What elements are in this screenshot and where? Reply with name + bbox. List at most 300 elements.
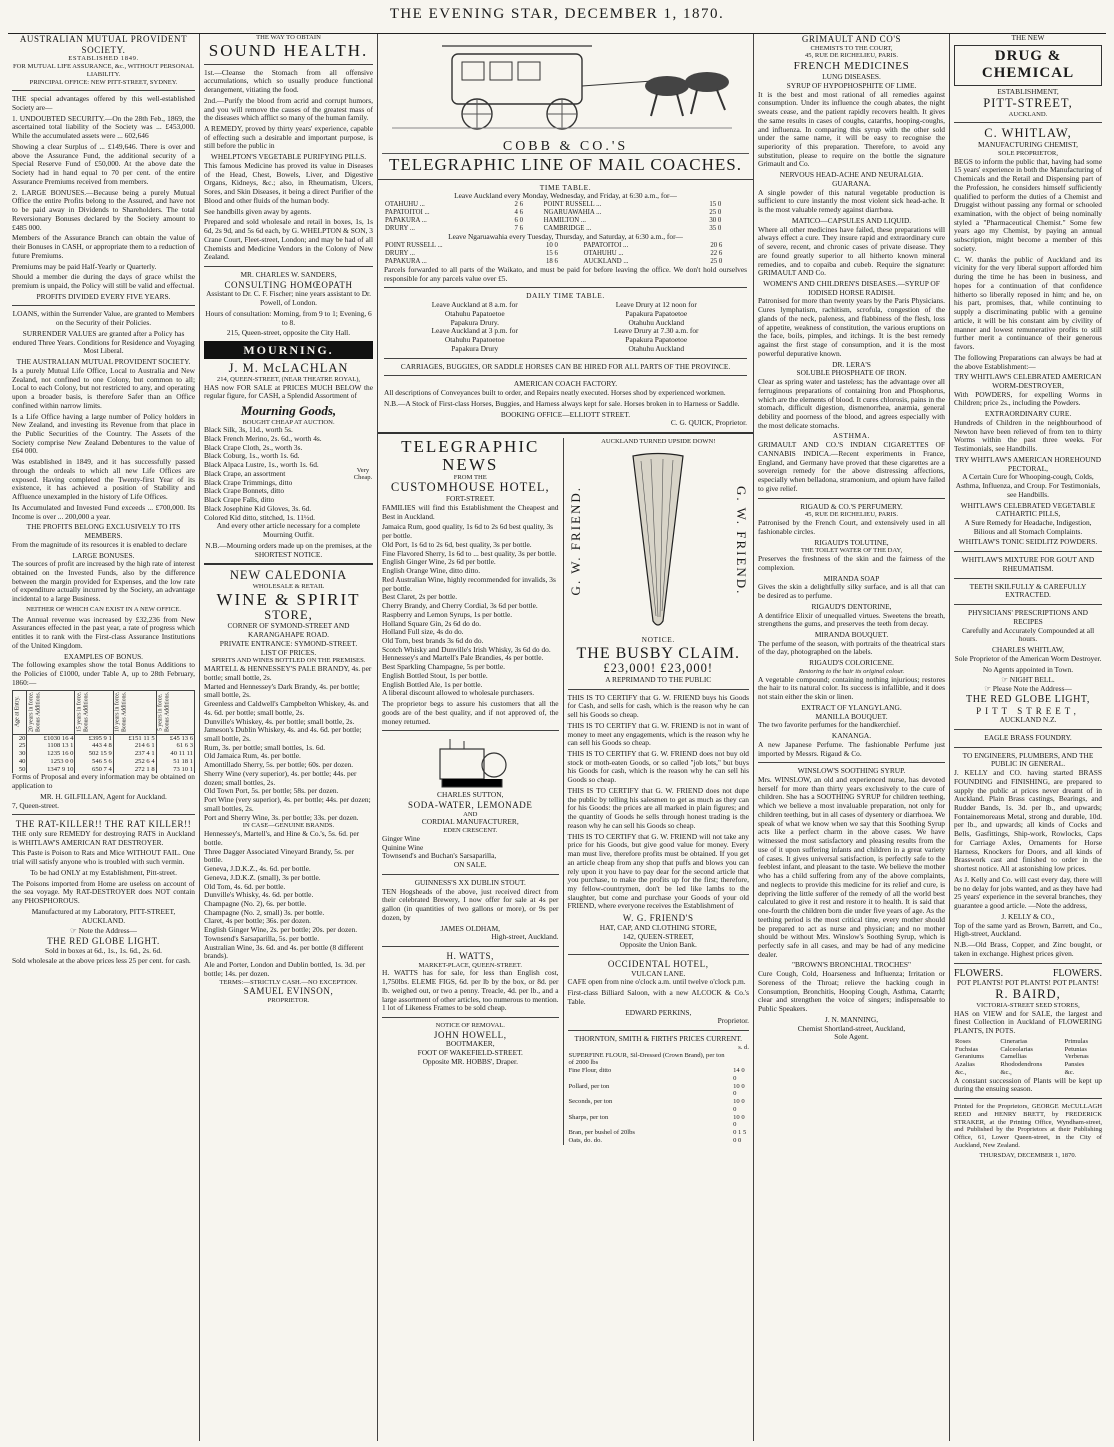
mcl-item: Black Coburg, 1s., worth 1s. 6d. bbox=[204, 451, 300, 461]
p3: The following Preparations can always be had at the above Establishment:— bbox=[954, 352, 1102, 371]
nc-item: Dunville's Whiskey, 4s. per bottle; small bottle, 2s. bbox=[204, 716, 355, 726]
kelly-p3: Top of the same yard as Brown, Barrett, and Co., High-street, Auckland. bbox=[954, 920, 1102, 939]
tt-leave1: Leave Auckland every Monday, Wednesday, and Friday, at 6:30 a.m., for— bbox=[454, 191, 677, 201]
nc-store: STORE, bbox=[264, 607, 313, 622]
amp-p16: NEITHER OF WHICH CAN EXIST IN A NEW OFFICE. bbox=[26, 605, 181, 613]
cure-title: EXTRAORDINARY CURE. bbox=[984, 409, 1072, 419]
bonus-row-cell: £45 13 6 bbox=[156, 734, 194, 742]
tt-title: TIME TABLE. bbox=[539, 182, 592, 192]
tt-row-cell: POINT RUSSELL ... bbox=[543, 201, 602, 209]
nc-item: Port Wine (very superior), 4s. per bottle; 44s. per dozen; small bottles, 2s. bbox=[204, 795, 371, 813]
bonus-header: 10 years in force. Bonus Additions. bbox=[113, 690, 156, 734]
nc-item: Greenless and Caldwell's Campbelton Whiskey, 4s. and 4s. 6d. per bottle; small bottle, 2s. bbox=[204, 699, 369, 717]
divider bbox=[382, 874, 559, 875]
column-2 bbox=[200, 34, 378, 1441]
nc-case-item: Geneva, J.D.K.Z. (small), 3s per bottle. bbox=[204, 872, 321, 882]
plants-row bbox=[954, 1038, 1102, 1046]
column-1 bbox=[8, 34, 200, 1441]
thornton-row bbox=[568, 1098, 750, 1114]
tt-table-2 bbox=[384, 242, 747, 266]
guin-addr: High-street, Auckland. bbox=[491, 932, 559, 942]
cw2: CHARLES WHITLAW, bbox=[991, 645, 1065, 655]
brown-title: "BROWN'S BRONCHIAL TROCHES" bbox=[791, 960, 912, 970]
timetable bbox=[378, 184, 753, 428]
nc-item: Port and Sherry Wine, 3s. per bottle; 33s. per dozen. bbox=[204, 812, 359, 822]
plants-row-cell: Calceolarias bbox=[1000, 1045, 1033, 1053]
bonus-row-cell: 73 10 1 bbox=[156, 766, 194, 774]
p2: C. W. thanks the public of Auckland and its vicinity for the very liberal support afforded him during the time he has been in business, and hopes for a continuation of that confidence hitherto so liberally reposed in him; and he, on his part, promises, that, while continuing to supply a discriminating public with a genuine article, it will be his constant aim by civility of manner and lowest remunerative profits to still further merit a continuance of their generous favors. bbox=[954, 254, 1102, 352]
bonus-row-cell: 1347 9 10 bbox=[27, 766, 75, 774]
divider bbox=[568, 689, 750, 690]
amp-p10: Is a purely Mutual Life Office, Local to Australia and New Zealand, not confined to one Colony, but common to all; Local to each Colony, but not restricted to any, and operating upon a broader basis, is therefore Safer than an Office confined within narrow limits. bbox=[12, 365, 195, 410]
amp-p1: THE special advantages offered by this well-established Society are— bbox=[12, 94, 195, 113]
tn-from: FROM THE bbox=[453, 473, 487, 481]
thornton-row-cell: Fine Flour, ditto bbox=[568, 1067, 612, 1075]
col3-lower bbox=[378, 438, 753, 1145]
plants-row bbox=[954, 1053, 1102, 1061]
veg-p: A Sure Remedy for Headache, Indigestion, Bilious and all Stomach Complaints. bbox=[964, 517, 1092, 536]
sh-title: SOUND HEALTH. bbox=[208, 40, 369, 60]
dt-right-line: Papakura Papatoetoe bbox=[625, 308, 688, 318]
mcl-p1: HAS now FOR SALE at PRICES MUCH BELOW the regular figure, for CASH, a Splendid Assortment of bbox=[204, 382, 373, 401]
hom-p3: 215, Queen-street, opposite the City Hall. bbox=[226, 328, 351, 338]
asthma: ASTHMA. bbox=[832, 431, 871, 441]
hom-name: MR. CHARLES W. SANDERS, bbox=[240, 270, 337, 280]
dt-left bbox=[384, 301, 566, 353]
amp-p3: Showing a clear Surplus of ... £149,646. There is over and above the Assurance Fund, the additional security of a Special Reserve Fund of £50,000. At the above date the Society had in hand equal to 70 per cent. of the entire Assurance Premiums received from members. bbox=[12, 141, 195, 186]
howell-name: JOHN HOWELL, bbox=[433, 1029, 507, 1040]
tt-row-cell: PAPAKURA ... bbox=[385, 217, 427, 225]
pointing-hand-icon: ☞ bbox=[984, 684, 991, 693]
lera-sub: SOLUBLE PHOSPHATE OF IRON. bbox=[796, 368, 907, 378]
tt-row bbox=[384, 242, 747, 250]
globe: THE RED GLOBE LIGHT, bbox=[965, 693, 1091, 705]
agents: No Agents appointed in Town. bbox=[982, 664, 1074, 674]
bonus-row bbox=[13, 734, 195, 742]
worm-title: TRY WHITLAW'S CELEBRATED AMERICAN WORM-DESTROYER, bbox=[954, 372, 1102, 390]
amp-h3: THE PROFITS BELONG EXCLUSIVELY TO ITS MEMBERS. bbox=[26, 522, 181, 541]
bonus-header: Age at Entry. bbox=[13, 690, 27, 734]
thornton-table bbox=[568, 1052, 750, 1145]
certify-list bbox=[568, 694, 750, 912]
tt-row-cell: 20 6 bbox=[710, 241, 723, 249]
tt-row-cell: 22 6 bbox=[710, 249, 723, 257]
coach-engraving-icon bbox=[382, 36, 742, 136]
bonus-row-cell: 546 5 6 bbox=[75, 758, 113, 766]
plants-row-cell: Cinerarias bbox=[1000, 1037, 1028, 1045]
amp-p7: Should a member die during the days of grace whilst the premium is unpaid, the Policy will still be valid and effectual. bbox=[12, 272, 195, 290]
tt-row-cell: 30 0 bbox=[709, 217, 722, 225]
sh-p2: 2nd.—Purify the blood from acrid and corrupt humors, and you will remove the causes of the greatest mass of the diseases which afflict so many of the human family. bbox=[204, 95, 373, 123]
dento: RIGAUD'S DENTORINE, bbox=[811, 601, 892, 611]
amp-est: ESTABLISHED 1849. bbox=[68, 55, 139, 63]
tt-row-cell: 15 6 bbox=[546, 249, 558, 257]
women-title: WOMEN'S AND CHILDREN'S DISEASES.—SYRUP OF IODISED HORSE RADISH. bbox=[763, 279, 940, 297]
nc-case-item: Champagne (No. 2, small) 3s. per bottle. bbox=[204, 907, 325, 917]
manning-addr: Chemist Shortland-street, Auckland, bbox=[797, 1023, 906, 1033]
nc-case: IN CASE—GENUINE BRANDS. bbox=[242, 822, 335, 830]
rat-p8: Sold in boxes at 6d., 1s., 1s. 6d., 2s. 6d. bbox=[44, 945, 163, 955]
auckland-upside: AUCKLAND TURNED UPSIDE DOWN! bbox=[601, 438, 716, 446]
sh-small: THE WAY TO OBTAIN bbox=[256, 34, 321, 41]
thornton-row-cell: Pollard, per ton bbox=[568, 1082, 610, 1090]
bonus-body bbox=[13, 734, 195, 773]
new: THE NEW bbox=[1011, 34, 1045, 42]
bonus-row-cell: 1108 13 1 bbox=[27, 742, 75, 750]
grim-title: GRIMAULT AND CO'S bbox=[801, 34, 902, 44]
amp-h5: EXAMPLES OF BONUS. bbox=[63, 651, 144, 661]
thornton-row-cell: Bran, per bushel of 20lbs bbox=[568, 1129, 635, 1137]
presc-p: Carefully and Accurately Compounded at all hours. bbox=[961, 625, 1095, 644]
sh-p5: See handbills given away by agents. bbox=[204, 206, 312, 216]
sutton-item: Quinine Wine bbox=[382, 842, 424, 852]
tt-row bbox=[384, 209, 747, 217]
dt-right-line: Papakura Papatoetoe bbox=[625, 335, 688, 345]
rat-p3: To be had ONLY at my Establishment, Pitt-street. bbox=[30, 867, 177, 877]
manning-sole: Sole Agent. bbox=[834, 1032, 869, 1042]
hom-p1: Assistant to Dr. C. F. Fischer; nine years assistant to Dr. Powell, of London. bbox=[206, 289, 371, 308]
divider bbox=[204, 266, 373, 267]
divider bbox=[378, 432, 753, 434]
tt-row-cell: NGARUAWAHIA ... bbox=[543, 209, 602, 217]
removal: NOTICE OF REMOVAL. bbox=[435, 1022, 505, 1030]
cure-p: Hundreds of Children in the neighbourhood of Newton have been relieved of from ten to thirty Worms within the past three weeks. For Testimonials, see Handbills. bbox=[954, 417, 1102, 454]
upside-illustration bbox=[568, 446, 750, 636]
plants-row-cell: &c., bbox=[955, 1068, 967, 1076]
kelly-nb: N.B.—Old Brass, Copper, and Zinc bought, or taken in exchange. Highest prices given. bbox=[954, 940, 1102, 958]
nc-list: LIST OF PRICES. bbox=[260, 647, 317, 657]
sutton-place: EDEN CRESCENT. bbox=[443, 827, 498, 835]
sole: SOLE PROPRIETOR, bbox=[998, 149, 1058, 157]
bouquet-p: The perfume of the season, with portraits of the theatrical stars of the day, photographed on the labels. bbox=[758, 638, 945, 657]
howell-opp: Opposite MR. HOBBS', Draper. bbox=[422, 1056, 518, 1066]
dt-left-line: Otahuhu Papatoetoe bbox=[444, 308, 505, 318]
nc-terms: TERMS:—STRICTLY CASH.—NO EXCEPTION. bbox=[219, 978, 358, 986]
tn-item: Fine Flavored Sherry, 1s 6d to ... best quality, 3s per bottle. bbox=[382, 548, 557, 558]
bonus-row-cell: 650 7 4 bbox=[75, 766, 113, 774]
winslow-title: WINSLOW'S SOOTHING SYRUP. bbox=[797, 766, 906, 776]
guin-title: GUINNESS'S XX DUBLIN STOUT. bbox=[414, 877, 526, 887]
tt-row-cell: PAPATOITOI ... bbox=[385, 209, 430, 217]
nc-owner: SAMUEL EVINSON, bbox=[243, 986, 334, 997]
thornton-row-cell bbox=[732, 1052, 749, 1068]
bonus-row-cell: 237 4 1 bbox=[113, 750, 156, 758]
rigaud-p1: Patronised by the French Court, and extensively used in all fashionable circles. bbox=[758, 518, 945, 536]
matico-title: MATICO—CAPSULES AND LIQUID. bbox=[791, 215, 912, 225]
amp-h2: THE AUSTRALIAN MUTUAL PROVIDENT SOCIETY. bbox=[16, 357, 191, 367]
tolutine-p1: Preserves the freshness of the skin and the fairness of the complexion. bbox=[758, 554, 945, 572]
gout: WHITLAW'S MIXTURE FOR GOUT AND RHEUMATISM. bbox=[961, 555, 1095, 573]
mcl-item: Black Crape Bonnets, ditto bbox=[204, 486, 285, 496]
divider bbox=[758, 498, 945, 499]
dt-right-line: Otahuhu Auckland bbox=[628, 343, 685, 353]
bonus-row bbox=[13, 742, 195, 750]
plants-row-cell: Rhododendrons bbox=[1000, 1061, 1043, 1069]
sutton-cordial: CORDIAL MANUFACTURER, bbox=[421, 817, 519, 827]
pointing-hand-icon: ☞ bbox=[70, 926, 77, 936]
guin-name: JAMES OLDHAM, bbox=[440, 923, 501, 933]
pot: POT PLANTS! POT PLANTS! POT PLANTS! bbox=[957, 978, 1099, 988]
nerv-title: NERVOUS HEAD-ACHE AND NEURALGIA. bbox=[779, 170, 924, 180]
upside-down-cone-icon bbox=[623, 451, 693, 631]
rat-title: THE RAT-KILLER!! THE RAT KILLER!! bbox=[15, 819, 192, 830]
plants-row bbox=[954, 1061, 1102, 1069]
gw-name: W. G. FRIEND'S bbox=[622, 913, 694, 924]
dt-left-line: Otahuhu Papatoetoe bbox=[444, 335, 505, 345]
dt-left-line: Leave Auckland at 8 a.m. for bbox=[431, 300, 518, 310]
nc-title: NEW CALEDONIA bbox=[229, 568, 348, 583]
nc-item: MARTELL & HENNESSEY'S PALE BRANDY, 4s. per bottle; small bottle, 2s. bbox=[204, 664, 372, 682]
tn-item: English Bottled Ale, 1s per bottle. bbox=[382, 679, 483, 689]
kelly-p: J. KELLY and CO. having started BRASS FOUNDING and FINISHING, are prepared to supply the public at prices never dreamt of in Auckland. Plain Brass castings, Bearings, and Rudder Bands, 1s. 3d. per lb., and upwards; Fontainemoreaus Metal, strong and durable, 10d. per lb., and upwards; all kinds of Cocks and Bells, Gasfittings, Ship-work, Rowlocks, Caps for Carriage Axles, Ornaments for Horse Harness, Knockers for Doors, and all kinds of Brasswork cast and finished to order in the shortest notice. All at astonishing low prices. bbox=[954, 768, 1102, 874]
sh-p4: This famous Medicine has proved its value in Diseases of the Head, Chest, Bowels, Liver, and Digestive Organs, Kidneys, &c.; also, in Rheumatism, Ulcers, Sores, and Skin Diseases, it being a direct Purifier of the Blood and other fluids of the human body. bbox=[204, 160, 373, 205]
sutton-items bbox=[382, 835, 559, 861]
plants-row-cell: Verbenas bbox=[1064, 1053, 1089, 1061]
busby: THE BUSBY CLAIM. bbox=[576, 644, 740, 662]
bonus-header: 20 years in force. Bonus Additions. bbox=[27, 690, 75, 734]
col3-left bbox=[378, 438, 564, 1145]
nc-case-item: English Ginger Wine, 2s. per bottle; 20s. per dozen. bbox=[204, 925, 358, 935]
quick: C. G. QUICK, Proprietor. bbox=[670, 418, 747, 428]
lera-p1: Clear as spring water and tasteless; has the advantage over all ferruginous preparations of containing Iron and Phosphorus, which are the elements of blood. It cures chlorosis, pains in the stomach, difficult digestion, dismenorrhea, anæmia, general debility and poorness of the blood, and agrees especially with the most delicate stomachs. bbox=[758, 377, 945, 430]
divider bbox=[382, 1017, 559, 1018]
matico-p1: Where all other medicines have failed, these preparations will always effect a cure. They insure rapid and extraordinary cure of severe, recent, and chronic cases of private disease. They are found greatly superior to all hitherto known mineral remedies, and to copaiba and cubeb. Require the signature: GRIMAULT AND Co. bbox=[758, 224, 945, 278]
notice: NOTICE. bbox=[641, 634, 675, 644]
howell-trade: BOOTMAKER, bbox=[445, 1039, 495, 1049]
pitt: PITT-STREET, bbox=[983, 95, 1073, 110]
mcl-items bbox=[204, 426, 353, 522]
watts-p1: H. WATTS has for sale, for less than English cost, 1,750lbs. ELEME FIGS, 6d. per lb by the box, or 8d. per lb. weighed out, or two a penny. Treacle, 4d. per lb., and a large assortment of other articles, too numerous to mention. 1 lot of Likeness Frames to be sold cheap. bbox=[382, 968, 559, 1013]
bonus-row-cell: 1235 16 0 bbox=[27, 750, 75, 758]
tolutine: RIGAUD'S TOLUTINE, bbox=[814, 537, 889, 547]
divider bbox=[382, 946, 559, 947]
rigaud-title: RIGAUD & CO.'S PERFUMERY. bbox=[800, 501, 903, 511]
watts-addr: MARKET-PLACE, QUEEN-STREET. bbox=[418, 961, 522, 969]
factory-p1: All descriptions of Conveyances built to order, and Repairs neatly executed. Horses shod by experienced workmen. bbox=[384, 388, 726, 398]
tn-title: TELEGRAPHIC bbox=[401, 437, 540, 457]
thornton-row-cell: 14 0 0 bbox=[733, 1067, 745, 1082]
divider bbox=[758, 762, 945, 763]
auckland: AUCKLAND. bbox=[1008, 110, 1048, 118]
dt-right-line: Otahuhu Auckland bbox=[628, 317, 685, 327]
seid: WHITLAW'S TONIC SEIDLITZ POWDERS. bbox=[958, 537, 1098, 547]
tn-item: Holland Full size, 4s do do. bbox=[382, 627, 464, 637]
amp-p9: SURRENDER VALUES are granted after a Policy has endured Three Years. Conditions for Residence and Voyaging Most Liberal. bbox=[12, 328, 195, 356]
bonus-row-cell: 1253 0 0 bbox=[27, 758, 75, 766]
nc-spirits: SPIRITS AND WINES BOTTLED ON THE PREMISES. bbox=[211, 657, 366, 665]
nc-case-item: Australian Wine, 3s. 6d. and 4s. per bottle (8 different brands). bbox=[204, 942, 364, 961]
amp-p13: Its Accumulated and Invested Fund exceeds ... £700,000. Its Income is over ... 200,000 a year. bbox=[12, 502, 195, 521]
nc-corner: CORNER OF SYMOND-STREET AND KARANGAHAPE ROAD. bbox=[227, 621, 350, 640]
bonus-header-row bbox=[13, 690, 195, 734]
grim-french: FRENCH MEDICINES bbox=[793, 60, 910, 73]
gw-opp: Opposite the Union Bank. bbox=[619, 940, 697, 950]
divider bbox=[954, 604, 1102, 605]
column-3 bbox=[378, 34, 754, 1441]
bonus-header: 15 years in force. Bonus Additions. bbox=[75, 690, 113, 734]
pointing-hand-icon: ☞ bbox=[1001, 675, 1008, 685]
nc-item: Rum, 3s. per bottle; small bottles, 1s. 6d. bbox=[204, 742, 326, 752]
bonus-row-cell: £1030 16 4 bbox=[27, 734, 75, 742]
mcl-item: Black Alpaca Lustre, 1s., worth 1s. 6d. bbox=[204, 460, 319, 470]
rat-p5: Manufactured at my Laboratory, PITT-STREET, AUCKLAND. bbox=[31, 906, 176, 925]
reprimand: A REPRIMAND TO THE PUBLIC bbox=[605, 674, 712, 684]
mcl-addr: 214, QUEEN-STREET, (NEAR THEATRE ROYAL), bbox=[216, 375, 361, 383]
nc-case-item: Ale and Porter, London and Dublin bottled, 1s. 3d. per bottle; 14s. per dozen. bbox=[204, 960, 366, 978]
guarana: GUARANA. bbox=[832, 178, 871, 188]
dento-p: A dentifrice Elixir of unequalled virtues. Sweetens the breath, strengthens the gums, and preserves the teeth from decay. bbox=[758, 610, 945, 629]
note-addr-line bbox=[954, 685, 1102, 694]
gw-friend-left: G. W. FRIEND. bbox=[567, 486, 583, 596]
amp-p19: Forms of Proposal and every information may be obtained on application to bbox=[12, 772, 195, 791]
thornton-row-cell: 0 0 bbox=[733, 1136, 742, 1144]
bonus-header: 5 years in force. Bonus Additions. bbox=[156, 690, 194, 734]
nc-case-items bbox=[204, 830, 373, 978]
sutton-item: Townsend's and Buchan's Sarsaparilla, bbox=[382, 851, 497, 861]
thornton-row-cell: 10 0 0 bbox=[733, 1098, 745, 1113]
mcl-list-wrap bbox=[204, 426, 373, 522]
estab: ESTABLISHMENT, bbox=[997, 87, 1059, 97]
divider bbox=[382, 730, 559, 731]
nc-case-item: Dunville's Whisky, 4s. 6d. per bottle. bbox=[204, 890, 314, 900]
nc-wine: WINE & SPIRIT bbox=[216, 589, 361, 609]
date: THURSDAY, DECEMBER 1, 1870. bbox=[979, 1151, 1077, 1159]
nc-private: PRIVATE ENTRANCE: SYMOND-STREET. bbox=[219, 638, 358, 648]
tt-row-cell: 25 0 bbox=[710, 257, 723, 265]
occ-prop: Proprietor. bbox=[717, 1016, 749, 1026]
nc-case-item: Townsend's Sarsaparilla, 5s. per bottle. bbox=[204, 933, 320, 943]
eng: TO ENGINEERS, PLUMBERS, AND THE PUBLIC IN GENERAL. bbox=[962, 750, 1094, 769]
grim-p1: It is the best and most rational of all remedies against consumption. Under its influence the cough abates, the night sweats cease, and the patient rapidly recovers health. It gives the same results in cases of coughs, catarrhs, hooping-coughs, and influenza. In comparing this syrup with the other sold under the same name, it will be easy to recognise the superiority of this preparation. Therefore, to avoid any substitution, please to require on the bottle the signature Grimault and Co. bbox=[758, 89, 945, 169]
occ-title: OCCIDENTAL HOTEL, bbox=[607, 959, 709, 970]
veg-title: WHITLAW'S CELEBRATED VEGETABLE CATHARTIC PILLS, bbox=[960, 500, 1096, 519]
mcl-bought: BOUGHT CHEAP AT AUCTION. bbox=[242, 418, 335, 426]
bonus-table bbox=[12, 690, 195, 774]
thornton-row bbox=[568, 1114, 750, 1130]
divider bbox=[954, 578, 1102, 579]
certify-paragraph: THIS IS TO CERTIFY that G. W. FRIEND is not in want of money to meet any engagements, which is the reason why he can sell his Goods so cheap. bbox=[567, 720, 749, 748]
bonus-row bbox=[13, 758, 195, 766]
nc-item: Amontillado Sherry, 5s. per bottle; 60s. per dozen. bbox=[204, 760, 354, 770]
mcl-item: Black Silk, 3s, 11d., worth 5s. bbox=[204, 425, 293, 435]
bonus-row-cell: 40 11 11 bbox=[156, 750, 194, 758]
tn-p1: FAMILIES will find this Establishment the Cheapest and Best in Auckland. bbox=[382, 502, 559, 521]
tt-row-cell: DRURY ... bbox=[385, 249, 415, 257]
amp-p8: LOANS, within the Surrender Value, are granted to Members on the Security of their Policies. bbox=[12, 309, 195, 328]
sh-p1: 1st.—Cleanse the Stomach from all offensive accumulations, which so usually produce functional derangement, vitiating the food. bbox=[204, 67, 373, 95]
mcl-item: Black Crape Cloth, 2s., worth 3s. bbox=[204, 442, 303, 452]
gw-store: HAT, CAP, AND CLOTHING STORE, bbox=[599, 922, 717, 932]
presc-title: PHYSICIANS' PRESCRIPTIONS AND RECIPES bbox=[967, 608, 1089, 626]
flowers-title: FLOWERS. bbox=[954, 967, 1004, 979]
bonus-row-cell: 443 4 8 bbox=[75, 742, 113, 750]
nc-item: Sherry Wine (very superior), 4s. per bottle; 44s. per dozen; small bottles, 2s. bbox=[204, 768, 357, 787]
nc-sub: WHOLESALE & RETAIL bbox=[252, 583, 325, 591]
bonus-row-cell: 50 bbox=[13, 766, 27, 774]
ylang-p: The two favorite perfumes for the handkerchief. bbox=[758, 720, 901, 730]
manning-name: J. N. MANNING, bbox=[824, 1014, 879, 1024]
nc-case-item: Old Tom, 4s. 6d. per bottle. bbox=[204, 881, 286, 891]
tn-item: Old Port, 1s 6d to 2s 6d, best quality, 3s per bottle. bbox=[382, 539, 532, 549]
teeth: TEETH SKILFULLY & CAREFULLY EXTRACTED. bbox=[969, 581, 1087, 600]
certify-paragraph: THIS IS TO CERTIFY that G. W. FRIEND does not dupe the public by telling his salesmen to get as much as they can for his Goods: the prices are all marked in plain figures; and the quantity of Goods he sells through honest trading is the reason why he can sell his Goods so cheap. bbox=[567, 785, 749, 830]
dt-title: DAILY TIME TABLE. bbox=[526, 291, 605, 301]
tt-row-cell: OTAHUHU ... bbox=[583, 249, 624, 257]
amp-p17: The Annual revenue was increased by £32,236 from New Assurances effected in the past year, a rate of progress which entitles it to rank with the First-class Assurance Institutions of the United Kingdom. bbox=[12, 614, 195, 650]
plants-row bbox=[954, 1046, 1102, 1054]
color-p: A vegetable compound; containing nothing injurious; restores the hair to its natural color. Its success is infallible, and it does not stain either the skin or linen. bbox=[758, 674, 945, 702]
occ-owner: EDWARD PERKINS, bbox=[625, 1007, 692, 1017]
sutton-sale: ON SALE. bbox=[453, 860, 487, 870]
tn-p3: The proprietor begs to assure his customers that all the goods are of the best quality, and if not approved of, the money returned. bbox=[382, 699, 559, 726]
plants-table bbox=[954, 1038, 1102, 1077]
bonus-row-cell: 272 1 8 bbox=[113, 766, 156, 774]
hore-p: A Certain Cure for Whooping-cough, Colds, Asthma, Influenza, and Croup. For Testimonials, see Handbills. bbox=[955, 472, 1101, 499]
divider bbox=[204, 563, 373, 565]
plants-row-cell: Camellias bbox=[1000, 1053, 1027, 1061]
amp-h1: PROFITS DIVIDED EVERY FIVE YEARS. bbox=[36, 291, 171, 301]
amp-p15: The sources of profit are increased by the high rate of interest obtained on the Invested Funds, also by the difference between the margin provided for Expenses, and the low rate of expenditure actually incurred by the Society, an advantage incidental to a large Business. bbox=[12, 559, 195, 604]
mcl-item: Black Crape, an assortment bbox=[204, 468, 286, 478]
certify-paragraph: THIS IS TO CERTIFY that G. W. FRIEND will not take any price for his Goods, but give good value for money. Every man must live, therefore profits must be obtained. If you get an article cheap from any shop that puffs and blows you can rely upon it you have to pay dear for the second article that you purchase, to make the profits up for the first; therefore, my fellow-countrymen, don't be led like lambs to the slaughter, but come and purchase your Goods of your old FRIEND, where everyone receives the Establishment of bbox=[567, 831, 749, 911]
divider bbox=[568, 1030, 750, 1031]
plants-row-cell: Roses bbox=[955, 1037, 971, 1045]
p1: BEGS to inform the public that, having had some 15 years' experience in both the Manufacturing of Chemicals and the Retail and Dispensing part of the Profession, he considers himself sufficiently qualified to perform the duties of a Chemist and Druggist without passing any formal or schooled examination, with the object of being nominally styled a "Pharmaceutical Chemist." Some few years ago my Chemist, by paying an annual subscription, might become a member of this society. bbox=[954, 156, 1102, 253]
thornton-row bbox=[568, 1137, 750, 1145]
whitlaw: C. WHITLAW, bbox=[984, 126, 1072, 141]
column-4 bbox=[754, 34, 950, 1441]
plants-row-cell: Petunias bbox=[1064, 1045, 1087, 1053]
mcl-very: Very Cheap. bbox=[353, 466, 373, 482]
plants-row-cell: Pansies bbox=[1064, 1061, 1085, 1069]
thornton-unit: s. d. bbox=[738, 1043, 749, 1051]
thornton-row-cell: SUPERFINE FLOUR, Sil-Dressed (Crown Brand), per ton of 2000 lbs bbox=[568, 1051, 725, 1067]
bouquet: MIRANDA BOUQUET. bbox=[814, 629, 889, 639]
tn-item: English Bottled Stout, 1s per bottle. bbox=[382, 670, 488, 680]
col3-right bbox=[564, 438, 754, 1145]
dt-left-line: Papakura Drury. bbox=[450, 317, 499, 327]
tt-row-cell: 4 6 bbox=[514, 209, 523, 217]
sh-p6: Prepared and sold wholesale and retail in boxes, 1s, 1s 6d, 2s 9d, and 5s 6d each, by G. WHELPTON & SON, 3 Crane Court, Fleet-street, London; and may be had of all Chemists and Medicine Vendors in the Colony of New Zealand. bbox=[204, 217, 373, 262]
manilla: MANILLA BOUQUET. bbox=[815, 711, 888, 721]
sutton-soda: SODA-WATER, LEMONADE bbox=[408, 800, 533, 811]
note-addr: Please Note the Address— bbox=[992, 684, 1072, 693]
booking: BOOKING OFFICE—ELLIOTT STREET. bbox=[500, 409, 631, 419]
cw2-p: Sole Proprietor of the American Worm Destroyer. bbox=[954, 653, 1102, 663]
baird-addr: VICTORIA-STREET SEED STORES, bbox=[976, 1001, 1080, 1009]
divider bbox=[954, 963, 1102, 964]
certify-paragraph: THIS IS TO CERTIFY that G. W. FRIEND does not buy old stock or moth-eaten Goods, or so called "job lots," but buys his Goods for cash, which is the reason why he can sell his Goods so cheap. bbox=[567, 749, 749, 785]
amp-p4: 2. LARGE BONUSES.—Because being a purely Mutual Office the entire Profits belong to the Assured, and have not to be paid away in Dividends to Shareholders. The total Reversionary Bonuses declared by the Society amount to £485 000. bbox=[12, 187, 195, 232]
tt-row-cell: HAMILTON ... bbox=[543, 217, 586, 225]
tn-item: English Orange Wine, ditto ditto. bbox=[382, 566, 481, 576]
kananga-p: A new Japanese Perfume. The fashionable Perfume just imported by Messrs. Rigaud & Co. bbox=[758, 739, 945, 758]
rat-p4: The Poisons imported from Home are useless on account of the sea voyage. My RAT-DESTROYER does NOT contain any PHOSPHOROUS. bbox=[12, 878, 195, 906]
bonus-row-cell: £395 9 1 bbox=[75, 734, 113, 742]
sutton-item: Ginger Wine bbox=[382, 833, 420, 843]
nc-item: Old Town Port, 5s. per bottle; 58s. per dozen. bbox=[204, 786, 339, 796]
tt-row-cell: 10 0 bbox=[546, 241, 558, 249]
tt-note1: Parcels forwarded to all parts of the Waikato, and must be paid for before leaving the office. We don't hold ourselves responsible for any parcels value over £5. bbox=[384, 265, 747, 283]
mcl-item: Black Crape Trimmings, ditto bbox=[204, 477, 293, 487]
tt-table-1 bbox=[384, 201, 747, 233]
amp-p18: The following examples show the total Bonus Additions to the Policies of £1000, under Table A, up to 28th February, 1860:— bbox=[12, 660, 195, 687]
tt-row-cell: 18 6 bbox=[546, 257, 558, 265]
grim-syrup: SYRUP OF HYPOPHOSPHITE OF LIME. bbox=[786, 80, 917, 90]
tt-row bbox=[384, 217, 747, 225]
rigaud-addr: 45, RUE DE RICHELIEU, PARIS. bbox=[805, 511, 898, 519]
nc-prop: PROPRIETOR. bbox=[267, 996, 310, 1004]
